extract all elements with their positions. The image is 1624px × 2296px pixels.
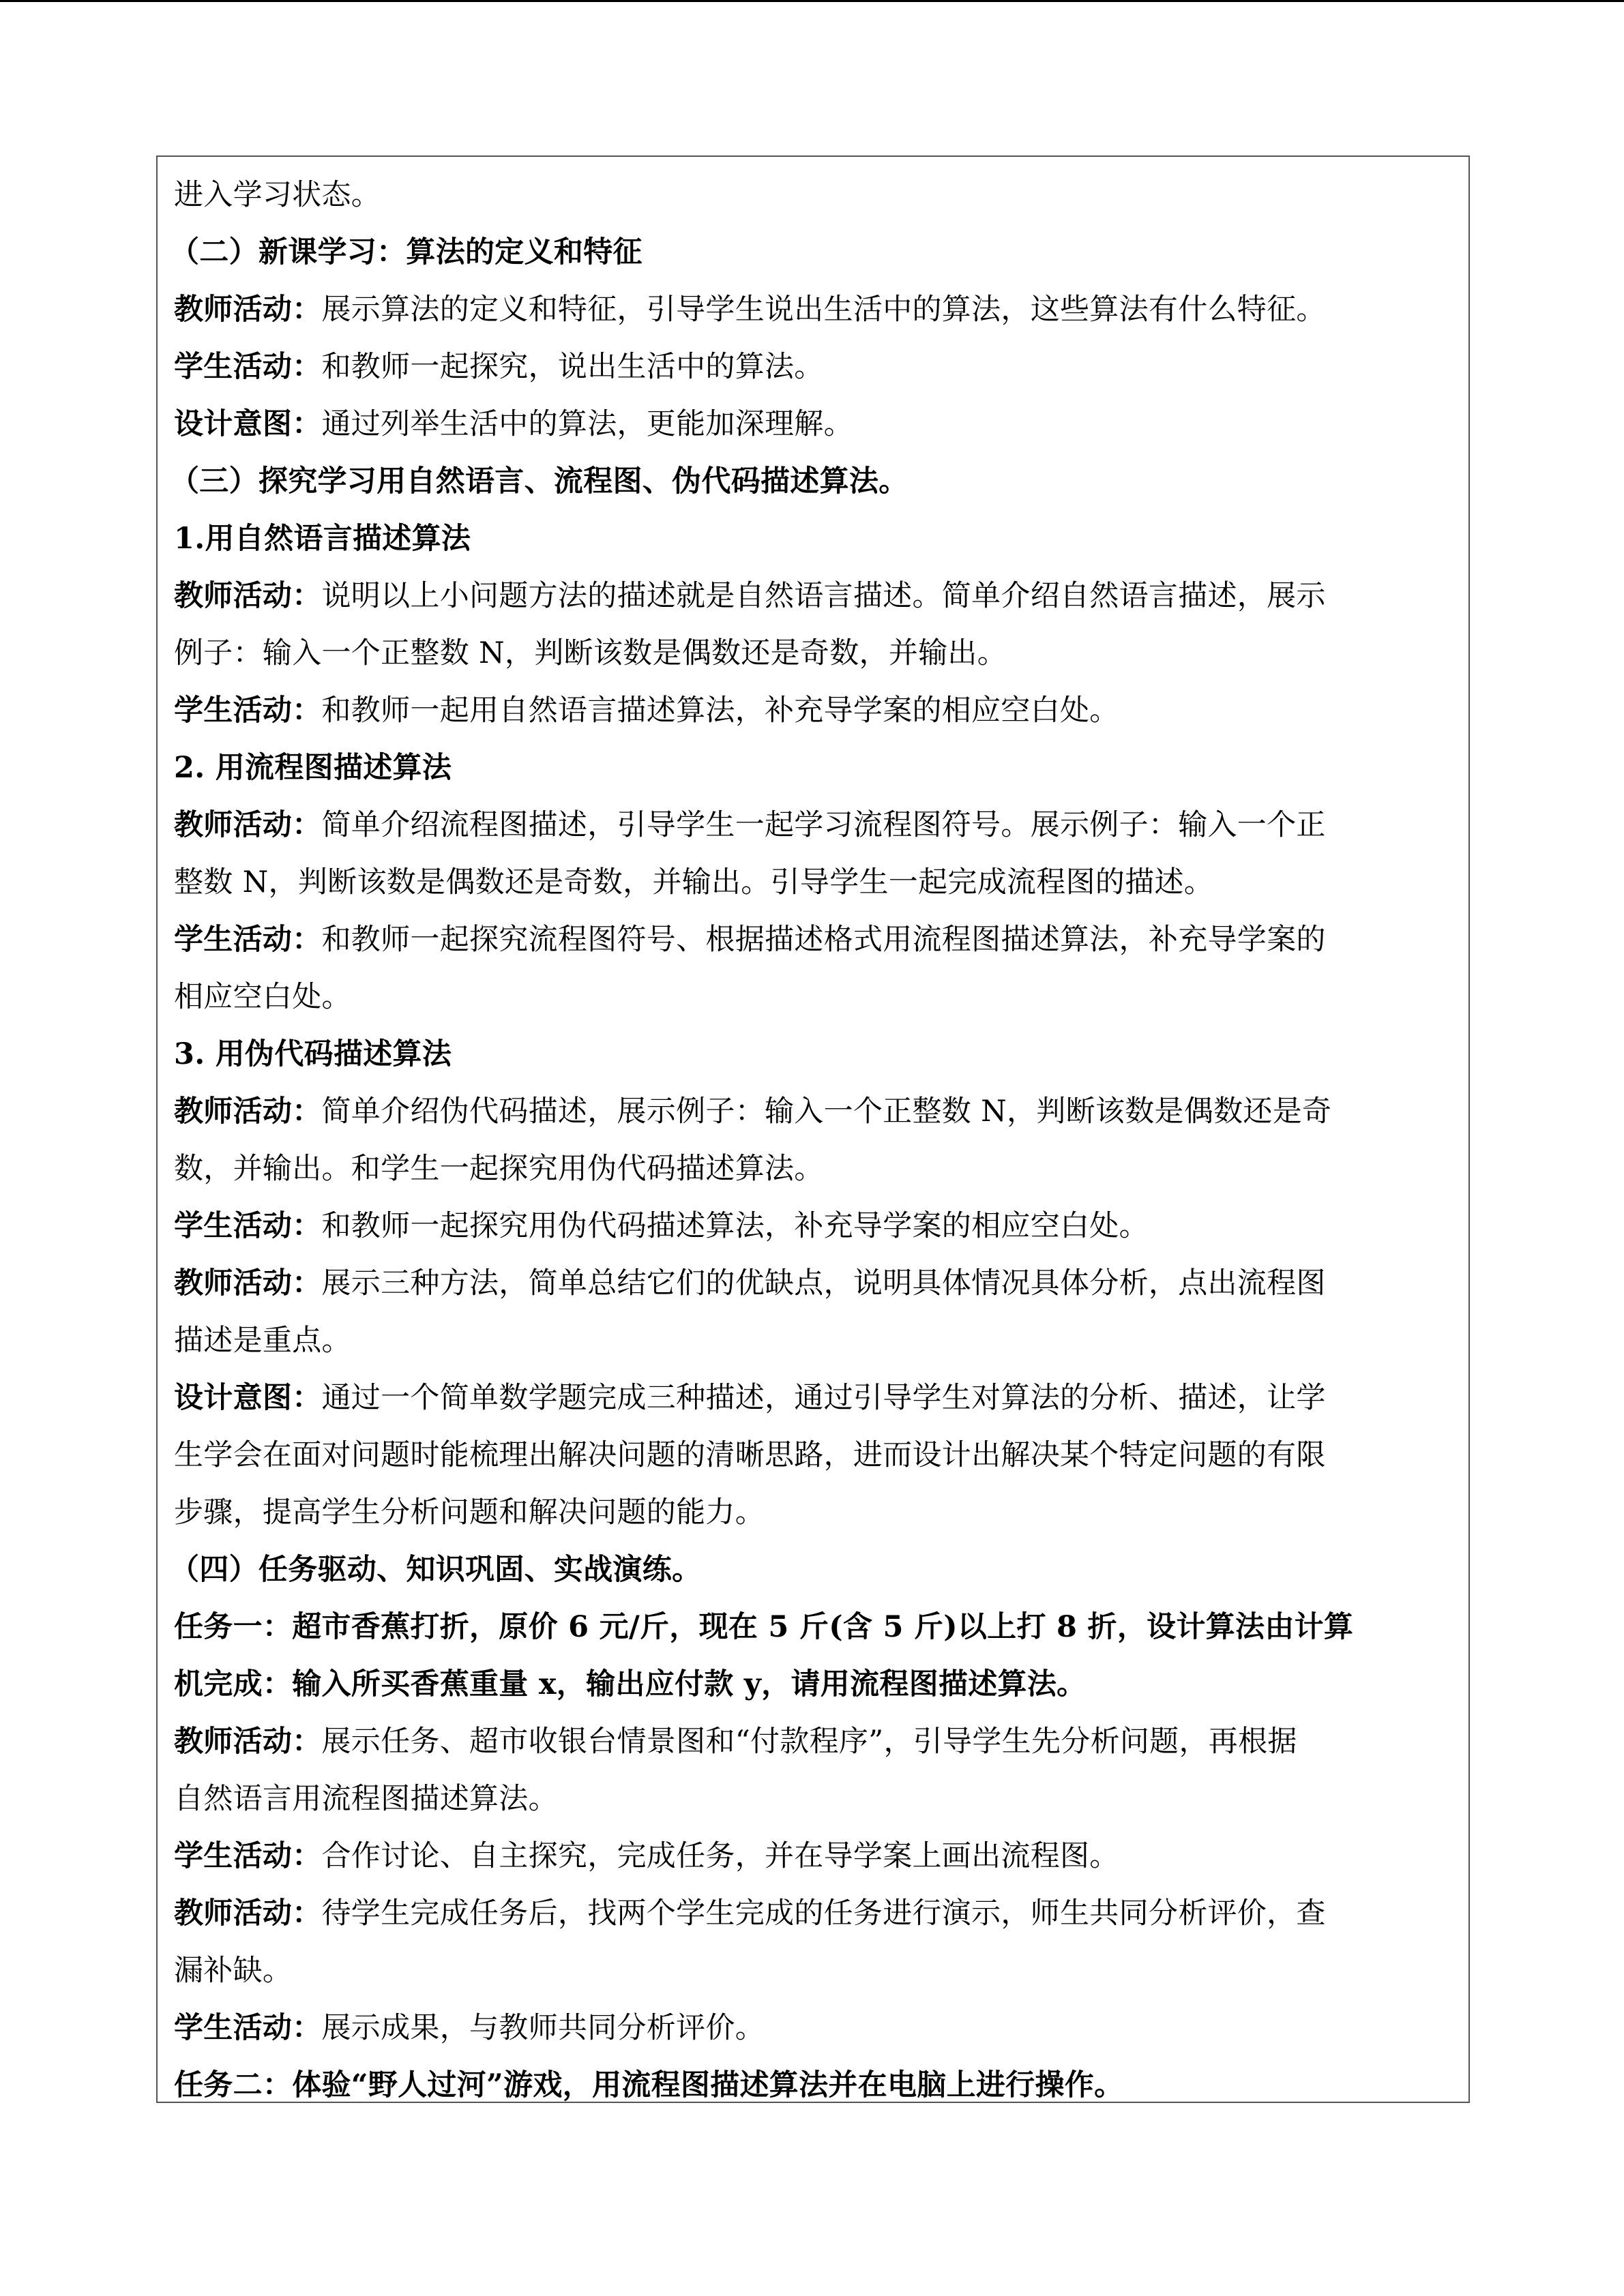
text-line xyxy=(170,453,1445,510)
body-text: 整数 N，判断该数是偶数还是奇数，并输出。引导学生一起完成流程图的描述。 xyxy=(174,865,1214,899)
body-text: 展示任务、超市收银台情景图和“付款程序”，引导学生先分析问题，再根据 xyxy=(321,1725,1297,1759)
bold-label: 学生活动： xyxy=(174,350,322,384)
text-line xyxy=(174,1828,1445,1885)
text-line xyxy=(170,224,1445,281)
text-line xyxy=(174,1713,1445,1770)
text-line xyxy=(174,1255,1445,1312)
bold-label: 教师活动： xyxy=(174,293,322,327)
text-line xyxy=(174,1942,1445,1999)
text-line xyxy=(174,338,1445,396)
body-text: 和教师一起用自然语言描述算法，补充导学案的相应空白处。 xyxy=(321,694,1119,728)
body-text: 和教师一起探究用伪代码描述算法，补充导学案的相应空白处。 xyxy=(321,1209,1149,1243)
body-text: 相应空白处。 xyxy=(174,980,351,1014)
body-text: 通过一个简单数学题完成三种描述，通过引导学生对算法的分析、描述，让学 xyxy=(321,1381,1326,1415)
text-line xyxy=(174,1999,1445,2057)
text-line xyxy=(174,1140,1445,1197)
text-line xyxy=(174,1770,1445,1828)
text-line xyxy=(174,281,1445,338)
body-text: 合作讨论、自主探究，完成任务，并在导学案上画出流程图。 xyxy=(321,1839,1119,1873)
text-line xyxy=(174,166,1445,224)
text-line xyxy=(174,1312,1445,1369)
bold-label: （二）新课学习：算法的定义和特征 xyxy=(170,235,643,269)
bold-label: 设计意图： xyxy=(174,1381,322,1415)
text-line xyxy=(174,625,1445,682)
body-text: 生学会在面对问题时能梳理出解决问题的清晰思路，进而设计出解决某个特定问题的有限 xyxy=(174,1438,1326,1472)
body-text: 例子：输入一个正整数 N，判断该数是偶数还是奇数，并输出。 xyxy=(174,636,1007,670)
bold-label: 任务二：体验“野人过河”游戏，用流程图描述算法并在电脑上进行操作。 xyxy=(174,2068,1124,2102)
text-line xyxy=(174,1484,1445,1541)
body-text: 步骤，提高学生分析问题和解决问题的能力。 xyxy=(174,1495,765,1530)
body-text: 说明以上小问题方法的描述就是自然语言描述。简单介绍自然语言描述，展示 xyxy=(321,579,1326,613)
text-line xyxy=(174,854,1445,911)
body-text: 和教师一起探究，说出生活中的算法。 xyxy=(321,350,824,384)
text-line xyxy=(174,1885,1445,1942)
body-text: 和教师一起探究流程图符号、根据描述格式用流程图描述算法，补充导学案的 xyxy=(321,923,1326,957)
bold-label: 任务一：超市香蕉打折，原价 6 元/斤，现在 5 斤(含 5 斤)以上打 8 折，设计算法由计算 xyxy=(174,1610,1354,1644)
body-text: 进入学习状态。 xyxy=(174,178,381,212)
bold-label: 教师活动： xyxy=(174,1725,322,1759)
bold-label: 教师活动： xyxy=(174,1094,322,1129)
body-text: 展示成果，与教师共同分析评价。 xyxy=(321,2011,765,2045)
text-line xyxy=(174,968,1445,1026)
text-line xyxy=(174,567,1445,625)
lesson-plan-table-cell xyxy=(156,155,1470,2103)
bold-label: 2. 用流程图描述算法 xyxy=(174,751,452,785)
text-line xyxy=(174,682,1445,739)
text-line xyxy=(174,1427,1445,1484)
bold-label: 机完成：输入所买香蕉重量 x，输出应付款 y，请用流程图描述算法。 xyxy=(174,1667,1087,1701)
bold-label: 学生活动： xyxy=(174,923,322,957)
text-line xyxy=(174,739,1445,796)
body-text: 自然语言用流程图描述算法。 xyxy=(174,1782,558,1816)
bold-label: （四）任务驱动、知识巩固、实战演练。 xyxy=(170,1553,702,1587)
bold-label: 教师活动： xyxy=(174,1266,322,1300)
body-text: 简单介绍流程图描述，引导学生一起学习流程图符号。展示例子：输入一个正 xyxy=(321,808,1326,842)
text-line xyxy=(174,1197,1445,1255)
bold-label: 3. 用伪代码描述算法 xyxy=(174,1037,452,1071)
bold-label: 学生活动： xyxy=(174,694,322,728)
bold-label: 教师活动： xyxy=(174,579,322,613)
text-line xyxy=(174,510,1445,567)
bold-label: 学生活动： xyxy=(174,1839,322,1873)
bold-label: 教师活动： xyxy=(174,1896,322,1930)
body-text: 展示算法的定义和特征，引导学生说出生活中的算法，这些算法有什么特征。 xyxy=(321,293,1326,327)
text-line xyxy=(170,1541,1445,1598)
text-line xyxy=(174,1598,1445,1656)
body-text: 待学生完成任务后，找两个学生完成的任务进行演示，师生共同分析评价，查 xyxy=(321,1896,1326,1930)
bold-label: （三）探究学习用自然语言、流程图、伪代码描述算法。 xyxy=(170,464,909,498)
text-line xyxy=(174,796,1445,854)
body-text: 漏补缺。 xyxy=(174,1954,293,1988)
text-line xyxy=(174,1083,1445,1140)
text-line xyxy=(174,1369,1445,1427)
bold-label: 教师活动： xyxy=(174,808,322,842)
text-line xyxy=(174,2057,1445,2103)
body-text: 通过列举生活中的算法，更能加深理解。 xyxy=(321,407,853,441)
bold-label: 1.用自然语言描述算法 xyxy=(174,522,471,556)
text-line xyxy=(174,911,1445,968)
text-lines xyxy=(170,166,1445,2103)
body-text: 数，并输出。和学生一起探究用伪代码描述算法。 xyxy=(174,1152,824,1186)
bold-label: 设计意图： xyxy=(174,407,322,441)
bold-label: 学生活动： xyxy=(174,2011,322,2045)
body-text: 简单介绍伪代码描述，展示例子：输入一个正整数 N，判断该数是偶数还是奇 xyxy=(321,1094,1332,1129)
page-top-rule xyxy=(0,0,1624,2)
text-line xyxy=(174,1026,1445,1083)
text-line xyxy=(174,396,1445,453)
body-text: 展示三种方法，简单总结它们的优缺点，说明具体情况具体分析，点出流程图 xyxy=(321,1266,1326,1300)
bold-label: 学生活动： xyxy=(174,1209,322,1243)
body-text: 描述是重点。 xyxy=(174,1324,351,1358)
text-line xyxy=(174,1656,1445,1713)
